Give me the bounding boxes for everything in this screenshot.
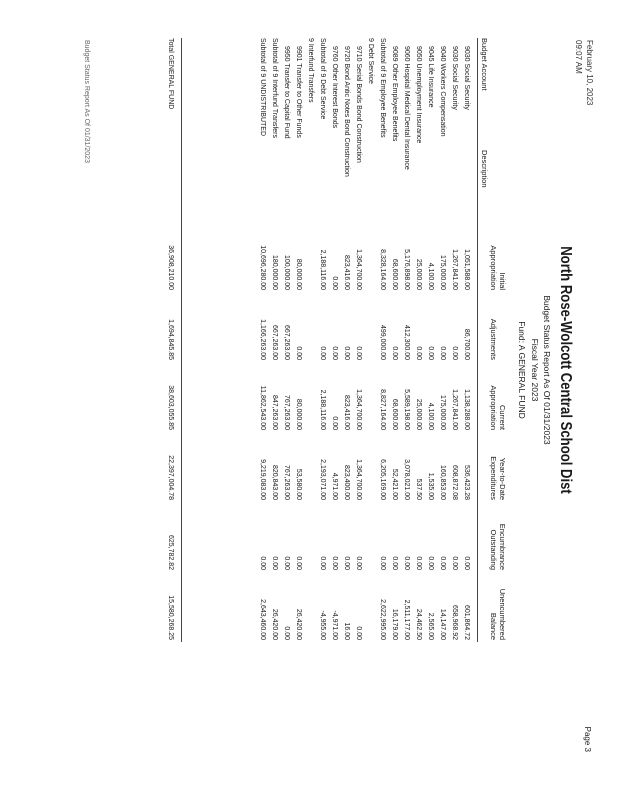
row-current: 767,263.00 [283,394,290,430]
row-encumbrance: 625,782.82 [167,534,174,570]
row-encumbrance: 0.00 [259,556,266,570]
row-account: 9045 Life Insurance [427,46,434,108]
row-ytd: 823,400.00 [343,464,350,500]
row-current: 38,603,055.85 [167,385,174,430]
row-adjustments: 0.00 [439,346,446,360]
row-adjustments: 0.00 [415,346,422,360]
row-account: Subtotal of 9 UNDISTRIBUTED [259,38,266,137]
fund-label: Fund: A GENERAL FUND [517,321,527,419]
row-unencumbered: 15,580,268.25 [167,595,174,640]
row-adjustments: 499,000.00 [379,324,386,360]
row-unencumbered: 0.00 [283,626,290,640]
row-initial: 5,176,898.00 [403,249,410,290]
row-initial: 0.00 [331,276,338,290]
row-adjustments: 412,300.00 [403,324,410,360]
row-initial: 8,328,164.00 [379,249,386,290]
row-unencumbered: 2,511,177.00 [403,599,410,640]
row-adjustments: 0.00 [391,346,398,360]
row-current: 11,862,543.00 [259,385,266,430]
row-unencumbered: -4,971.00 [331,610,338,640]
col-ytd-line1: Year-to-Date [498,457,507,500]
row-adjustments: 0.00 [319,346,326,360]
row-unencumbered: -4,955.00 [319,610,326,640]
row-adjustments: 0.00 [427,346,434,360]
row-ytd: 536,423.28 [463,464,470,500]
row-adjustments: 1,166,263.00 [259,319,266,360]
row-initial: 4,100.00 [427,262,434,290]
row-adjustments: 0.00 [331,346,338,360]
row-current: 0.00 [331,416,338,430]
row-encumbrance: 0.00 [403,556,410,570]
row-initial: 823,416.00 [343,254,350,290]
row-account: 9040 Workers Compensation [439,46,446,137]
row-account: 9060 Hospital Medical Dental Insurance [403,46,410,170]
row-initial: 1,051,588.00 [463,249,470,290]
row-account: Subtotal of 9 Debt Service [319,38,326,120]
row-account: Total GENERAL FUND [167,38,174,110]
col-adjustments-line1: Adjustments [489,318,498,360]
report-sheet [50,0,610,790]
row-adjustments: 1,694,845.85 [167,319,174,360]
col-ytd-expenditures [489,430,507,500]
row-current: 4,100.00 [427,402,434,430]
row-account: 9950 Transfer to Capital Fund [283,46,290,139]
fiscal-year: Fiscal Year 2023 [530,338,540,402]
row-unencumbered: 2,565.00 [427,612,434,640]
row-ytd: 3,078,021.00 [403,459,410,500]
row-ytd: 820,843.00 [271,464,278,500]
row-current: 68,600.00 [391,398,398,430]
col-description: Description [480,150,489,188]
col-encumbrance-line2: Outstanding [489,529,498,570]
col-budget-account: Budget Account [480,38,489,91]
row-current: 1,138,288.00 [463,389,470,430]
row-unencumbered: 24,462.50 [415,608,422,640]
row-encumbrance: 0.00 [331,556,338,570]
row-unencumbered: 601,864.72 [463,604,470,640]
district-title: North Rose-Wolcott Central School Dist [557,246,574,494]
total-rule [181,38,182,642]
row-initial: 25,000.00 [415,258,422,290]
row-encumbrance: 0.00 [451,556,458,570]
row-ytd: 22,397,004.78 [167,455,174,500]
row-adjustments: 0.00 [451,346,458,360]
row-account: 9720 Bond Antic Notes Bond Construction [343,46,350,177]
row-adjustments: 667,263.00 [283,324,290,360]
row-encumbrance: 0.00 [463,556,470,570]
col-current-appropriation [489,360,507,430]
row-initial: 1,267,841.00 [451,249,458,290]
row-ytd: 6,205,169.00 [379,459,386,500]
row-current: 5,589,198.00 [403,389,410,430]
footer-note: Budget Status Report As Of 01/31/2023 [83,40,90,163]
row-encumbrance: 0.00 [295,556,302,570]
report-time: 09:07 AM [574,40,583,74]
row-account: 9 Debt Service [367,38,374,84]
row-adjustments: 0.00 [355,346,362,360]
row-account: 9 Interfund Transfers [307,38,314,103]
row-initial: 10,696,280.00 [259,245,266,290]
row-encumbrance: 0.00 [379,556,386,570]
row-adjustments: 0.00 [295,346,302,360]
row-initial: 80,000.00 [295,258,302,290]
row-ytd: 53,580.00 [295,468,302,500]
row-account: 9030 Social Security [451,46,458,110]
row-unencumbered: 658,968.92 [451,604,458,640]
col-current-line2: Appropriation [489,385,498,430]
row-current: 25,000.00 [415,398,422,430]
col-encumbrance-line1: Encumbrance [498,523,507,570]
row-account: 9089 Other Employee Benefits [391,46,398,142]
row-current: 175,000.00 [439,394,446,430]
header-rule [477,38,478,642]
row-current: 847,263.00 [271,394,278,430]
row-current: 1,364,700.00 [355,389,362,430]
col-initial-line2: Appropriation [489,245,498,290]
col-current-line1: Current [498,404,507,430]
col-unencumbered-line1: Unencumbered [498,588,507,640]
row-account: 9901 Transfer to Other Funds [295,46,302,138]
row-encumbrance: 0.00 [415,556,422,570]
row-ytd: 608,872.08 [451,464,458,500]
row-unencumbered: 2,643,460.00 [259,599,266,640]
row-ytd: 9,219,083.00 [259,459,266,500]
col-initial-line1: Initial [498,272,507,290]
row-ytd: 160,853.00 [439,464,446,500]
report-name: Budget Status Report As Of 01/31/2023 [542,295,552,445]
page-number: Page 3 [583,726,592,752]
row-encumbrance: 0.00 [391,556,398,570]
row-unencumbered: 2,622,995.00 [379,599,386,640]
row-ytd: 4,971.00 [331,472,338,500]
row-unencumbered: 16,179.00 [391,608,398,640]
col-initial-appropriation [489,220,507,290]
row-account: 9050 Unemployment Insurance [415,46,422,144]
row-initial: 68,600.00 [391,258,398,290]
row-unencumbered: 26,420.00 [271,608,278,640]
row-ytd: 537.50 [415,478,422,500]
row-current: 823,416.00 [343,394,350,430]
col-encumbrance [489,500,507,570]
row-account: 9030 Social Security [463,46,470,110]
row-ytd: 1,535.00 [427,472,434,500]
row-encumbrance: 0.00 [319,556,326,570]
row-ytd: 767,263.00 [283,464,290,500]
row-account: Subtotal of 9 Interfund Transfers [271,38,278,139]
row-initial: 1,364,700.00 [355,249,362,290]
row-account: Subtotal of 9 Employee Benefits [379,38,386,138]
row-initial: 36,908,210.00 [167,245,174,290]
row-encumbrance: 0.00 [355,556,362,570]
row-encumbrance: 0.00 [283,556,290,570]
col-unencumbered-line2: Balance [489,612,498,640]
col-ytd-line2: Expenditures [489,456,498,500]
row-initial: 180,000.00 [271,254,278,290]
row-adjustments: 86,700.00 [463,328,470,360]
row-unencumbered: 0.00 [355,626,362,640]
row-current: 1,267,841.00 [451,389,458,430]
col-adjustments [489,290,498,360]
row-initial: 100,000.00 [283,254,290,290]
row-ytd: 1,364,700.00 [355,459,362,500]
row-ytd: 52,421.00 [391,468,398,500]
row-account: 9710 Serial Bonds Bond Construction [355,46,362,163]
col-unencumbered [489,570,507,640]
row-unencumbered: 26,420.00 [295,608,302,640]
row-current: 8,827,164.00 [379,389,386,430]
report-date: February 10, 2023 [585,40,594,106]
row-current: 80,000.00 [295,398,302,430]
row-initial: 175,000.00 [439,254,446,290]
row-encumbrance: 0.00 [343,556,350,570]
row-ytd: 2,193,071.00 [319,459,326,500]
row-current: 2,188,116.00 [319,389,326,430]
row-account: 9760 Other Interest Bonds [331,46,338,129]
row-unencumbered: 16.00 [343,622,350,640]
row-encumbrance: 0.00 [439,556,446,570]
row-encumbrance: 0.00 [271,556,278,570]
row-initial: 2,188,116.00 [319,249,326,290]
row-adjustments: 667,263.00 [271,324,278,360]
row-unencumbered: 14,147.00 [439,608,446,640]
row-encumbrance: 0.00 [427,556,434,570]
row-adjustments: 0.00 [343,346,350,360]
